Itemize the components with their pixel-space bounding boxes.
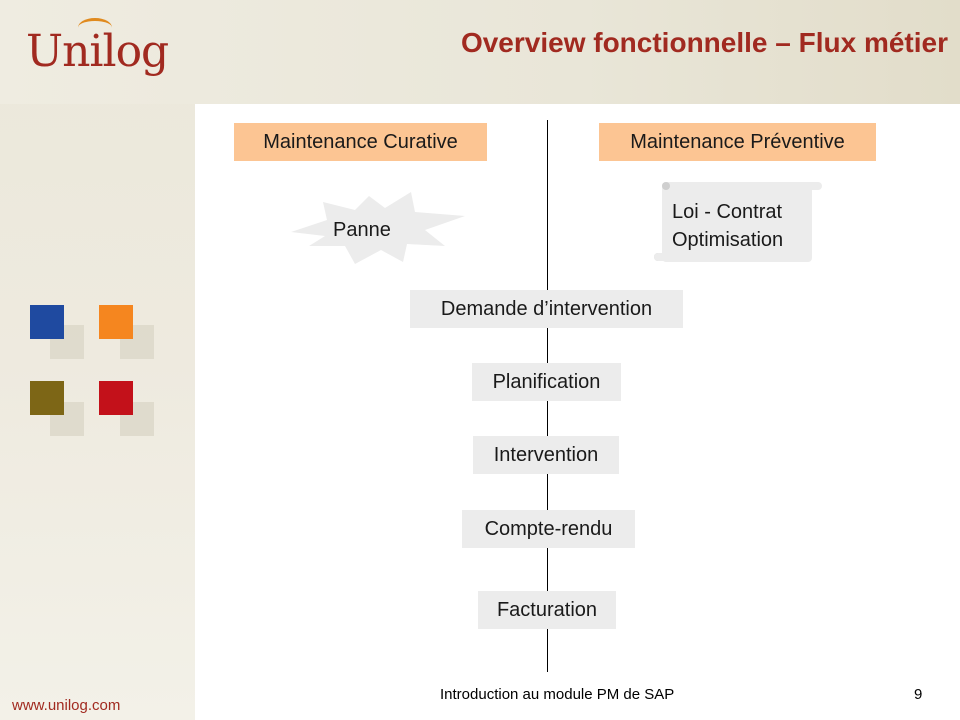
website-link[interactable]: www.unilog.com [12, 697, 121, 714]
red-square-decoration [99, 381, 133, 415]
step-compte-rendu: Compte-rendu [462, 510, 635, 548]
footer-caption: Introduction au module PM de SAP [440, 686, 675, 703]
step-intervention: Intervention [473, 436, 619, 474]
column-header-preventive: Maintenance Préventive [599, 123, 876, 161]
olive-square-decoration [30, 381, 64, 415]
logo-text: Unilog [26, 26, 169, 77]
step-planification: Planification [472, 363, 621, 401]
preventive-trigger-text [672, 198, 783, 254]
step-demande-intervention: Demande d’intervention [410, 290, 683, 328]
trigger-line-1: Loi - Contrat [672, 201, 783, 223]
column-header-curative: Maintenance Curative [234, 123, 487, 161]
left-panel-background [0, 0, 195, 720]
trigger-line-2: Optimisation [672, 229, 784, 251]
orange-square-decoration [99, 305, 133, 339]
step-facturation: Facturation [478, 591, 616, 629]
blue-square-decoration [30, 305, 64, 339]
page-number: 9 [914, 686, 923, 703]
panne-label: Panne [333, 219, 391, 241]
slide-title: Overview fonctionnelle – Flux métier [460, 27, 948, 58]
logo-arc-decoration [78, 18, 112, 37]
